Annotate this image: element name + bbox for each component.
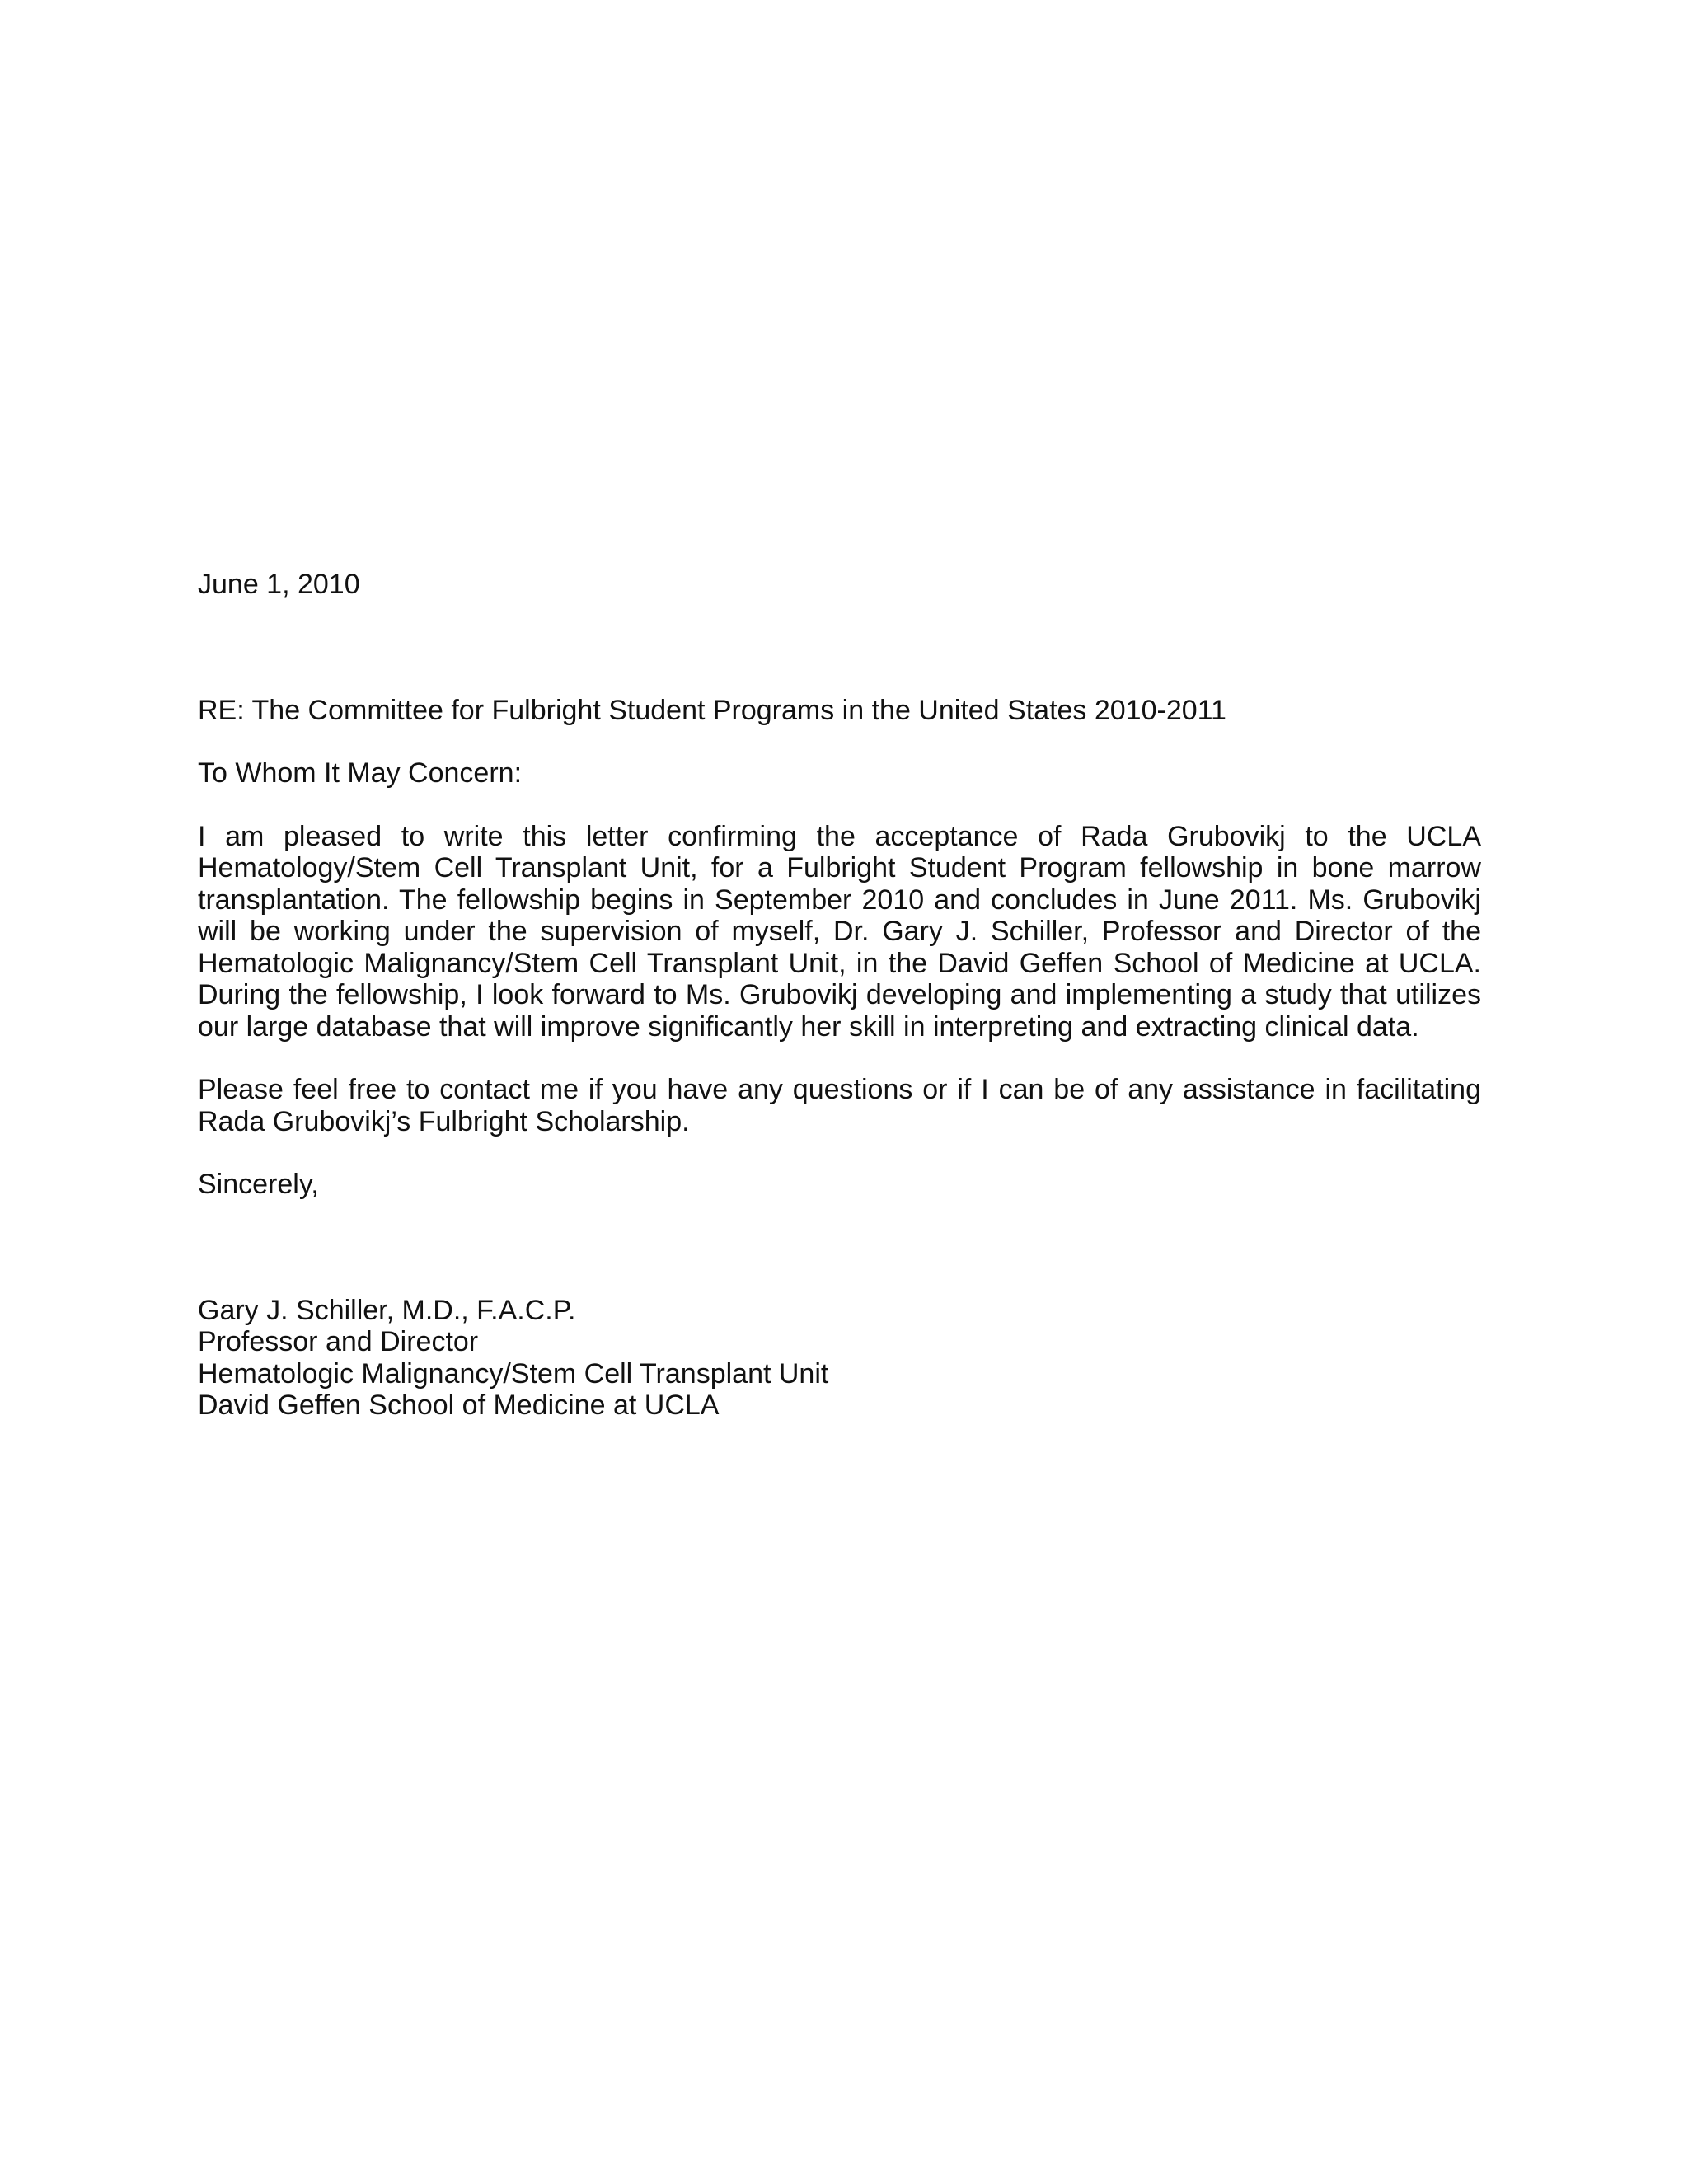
salutation: To Whom It May Concern:: [198, 757, 523, 789]
re-line: RE: The Committee for Fulbright Student Programs in the United States 2010-2011: [198, 694, 1226, 726]
signatory-name: Gary J. Schiller, M.D., F.A.C.P.: [198, 1294, 576, 1326]
signature-block: [198, 1295, 1481, 1422]
letter-date: June 1, 2010: [198, 569, 360, 600]
letter-body: [198, 569, 1481, 1422]
body-paragraph-contact: Please feel free to contact me if you have any questions or if I can be of any assistance in facilitating Rada Grubovikj’s Fulbright Scholarship.: [198, 1074, 1481, 1137]
signatory-unit: Hematologic Malignancy/Stem Cell Transplant Unit: [198, 1357, 829, 1390]
closing: Sincerely,: [198, 1169, 319, 1200]
signatory-institution: David Geffen School of Medicine at UCLA: [198, 1390, 720, 1421]
body-paragraph-acceptance: I am pleased to write this letter confirming the acceptance of Rada Grubovikj to the UCLA Hematology/Stem Cell Transplant Unit, for a Fulbright Student Program fellowship in bone marrow transplantation. The fellowship begins in September 2010 and concludes in June 2011. Ms. Grubovikj will be working under the supervision of myself, Dr. Gary J. Schiller, Professor and Director of the Hematologic Malignancy/Stem Cell Transplant Unit, in the David Geffen School of Medicine at UCLA. During the fellowship, I look forward to Ms. Grubovikj developing and implementing a study that utilizes our large database that will improve significantly her skill in interpreting and extracting clinical data.: [198, 820, 1481, 1043]
signatory-title: Professor and Director: [198, 1326, 479, 1357]
